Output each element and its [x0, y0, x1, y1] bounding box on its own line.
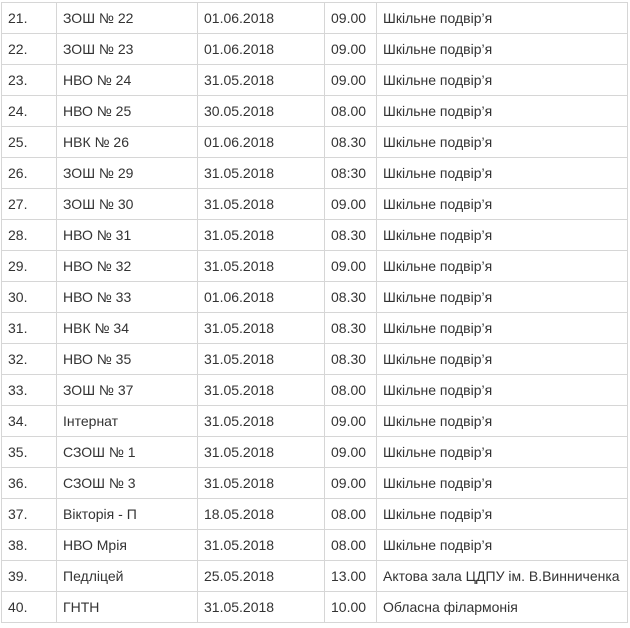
table-row [2, 375, 628, 406]
event-date: 31.05.2018 [198, 313, 325, 344]
row-number: 26. [2, 158, 57, 189]
event-place: Шкільне подвір’я [377, 3, 628, 34]
table-row [2, 65, 628, 96]
table-row [2, 127, 628, 158]
school-name: ЗОШ № 22 [57, 3, 198, 34]
event-date: 01.06.2018 [198, 282, 325, 313]
event-date: 31.05.2018 [198, 189, 325, 220]
school-name: ЗОШ № 29 [57, 158, 198, 189]
school-name: НВО № 31 [57, 220, 198, 251]
row-number: 36. [2, 468, 57, 499]
school-name: НВК № 26 [57, 127, 198, 158]
event-date: 01.06.2018 [198, 34, 325, 65]
event-place: Шкільне подвір’я [377, 96, 628, 127]
table-row [2, 251, 628, 282]
event-date: 31.05.2018 [198, 344, 325, 375]
row-number: 29. [2, 251, 57, 282]
event-date: 31.05.2018 [198, 530, 325, 561]
row-number: 24. [2, 96, 57, 127]
event-time: 09.00 [325, 406, 377, 437]
table-row [2, 406, 628, 437]
table-row [2, 96, 628, 127]
table-row [2, 561, 628, 592]
event-time: 08:30 [325, 158, 377, 189]
table-row [2, 220, 628, 251]
row-number: 40. [2, 592, 57, 623]
row-number: 37. [2, 499, 57, 530]
row-number: 31. [2, 313, 57, 344]
event-place: Обласна філармонія [377, 592, 628, 623]
event-time: 09.00 [325, 251, 377, 282]
school-name: ЗОШ № 23 [57, 34, 198, 65]
event-time: 08.30 [325, 344, 377, 375]
event-date: 31.05.2018 [198, 158, 325, 189]
event-date: 31.05.2018 [198, 468, 325, 499]
event-date: 31.05.2018 [198, 592, 325, 623]
event-date: 01.06.2018 [198, 3, 325, 34]
event-date: 25.05.2018 [198, 561, 325, 592]
event-place: Шкільне подвір’я [377, 282, 628, 313]
row-number: 32. [2, 344, 57, 375]
event-date: 30.05.2018 [198, 96, 325, 127]
row-number: 25. [2, 127, 57, 158]
event-place: Шкільне подвір’я [377, 158, 628, 189]
table-row [2, 158, 628, 189]
schedule-table-body [2, 3, 628, 623]
event-place: Шкільне подвір’я [377, 127, 628, 158]
school-name: Вікторія - П [57, 499, 198, 530]
event-place: Шкільне подвір’я [377, 375, 628, 406]
row-number: 28. [2, 220, 57, 251]
event-time: 09.00 [325, 189, 377, 220]
school-name: НВО № 25 [57, 96, 198, 127]
row-number: 39. [2, 561, 57, 592]
event-time: 08.30 [325, 220, 377, 251]
table-row [2, 468, 628, 499]
school-name: НВО № 32 [57, 251, 198, 282]
event-time: 10.00 [325, 592, 377, 623]
event-time: 09.00 [325, 34, 377, 65]
event-place: Актова зала ЦДПУ ім. В.Винниченка [377, 561, 628, 592]
event-place: Шкільне подвір’я [377, 313, 628, 344]
school-name: НВК № 34 [57, 313, 198, 344]
event-date: 31.05.2018 [198, 251, 325, 282]
event-time: 09.00 [325, 3, 377, 34]
event-place: Шкільне подвір’я [377, 468, 628, 499]
schedule-table [1, 2, 628, 623]
table-row [2, 189, 628, 220]
row-number: 22. [2, 34, 57, 65]
event-place: Шкільне подвір’я [377, 251, 628, 282]
row-number: 38. [2, 530, 57, 561]
event-time: 09.00 [325, 65, 377, 96]
school-name: НВО № 33 [57, 282, 198, 313]
event-place: Шкільне подвір’я [377, 189, 628, 220]
event-date: 18.05.2018 [198, 499, 325, 530]
event-time: 08.00 [325, 96, 377, 127]
event-place: Шкільне подвір’я [377, 406, 628, 437]
row-number: 21. [2, 3, 57, 34]
event-place: Шкільне подвір’я [377, 65, 628, 96]
event-time: 08.30 [325, 313, 377, 344]
table-row [2, 437, 628, 468]
table-row [2, 344, 628, 375]
row-number: 33. [2, 375, 57, 406]
event-place: Шкільне подвір’я [377, 530, 628, 561]
table-row [2, 499, 628, 530]
event-place: Шкільне подвір’я [377, 437, 628, 468]
event-date: 31.05.2018 [198, 437, 325, 468]
event-date: 31.05.2018 [198, 65, 325, 96]
school-name: ГНТН [57, 592, 198, 623]
table-row [2, 3, 628, 34]
event-date: 31.05.2018 [198, 375, 325, 406]
row-number: 35. [2, 437, 57, 468]
school-name: НВО № 24 [57, 65, 198, 96]
school-name: ЗОШ № 37 [57, 375, 198, 406]
school-name: НВО № 35 [57, 344, 198, 375]
event-time: 08.00 [325, 375, 377, 406]
row-number: 30. [2, 282, 57, 313]
event-time: 08.00 [325, 530, 377, 561]
table-row [2, 34, 628, 65]
event-place: Шкільне подвір’я [377, 34, 628, 65]
event-time: 08.30 [325, 127, 377, 158]
event-place: Шкільне подвір’я [377, 220, 628, 251]
table-row [2, 313, 628, 344]
school-name: НВО Мрія [57, 530, 198, 561]
table-row [2, 282, 628, 313]
row-number: 34. [2, 406, 57, 437]
event-time: 09.00 [325, 437, 377, 468]
school-name: Педліцей [57, 561, 198, 592]
table-row [2, 530, 628, 561]
school-name: ЗОШ № 30 [57, 189, 198, 220]
event-time: 13.00 [325, 561, 377, 592]
event-place: Шкільне подвір’я [377, 344, 628, 375]
event-date: 01.06.2018 [198, 127, 325, 158]
school-name: СЗОШ № 1 [57, 437, 198, 468]
row-number: 27. [2, 189, 57, 220]
event-time: 09.00 [325, 468, 377, 499]
school-name: Інтернат [57, 406, 198, 437]
event-place: Шкільне подвір’я [377, 499, 628, 530]
table-row [2, 592, 628, 623]
event-time: 08.30 [325, 282, 377, 313]
row-number: 23. [2, 65, 57, 96]
event-date: 31.05.2018 [198, 406, 325, 437]
school-name: СЗОШ № 3 [57, 468, 198, 499]
event-time: 08.00 [325, 499, 377, 530]
event-date: 31.05.2018 [198, 220, 325, 251]
